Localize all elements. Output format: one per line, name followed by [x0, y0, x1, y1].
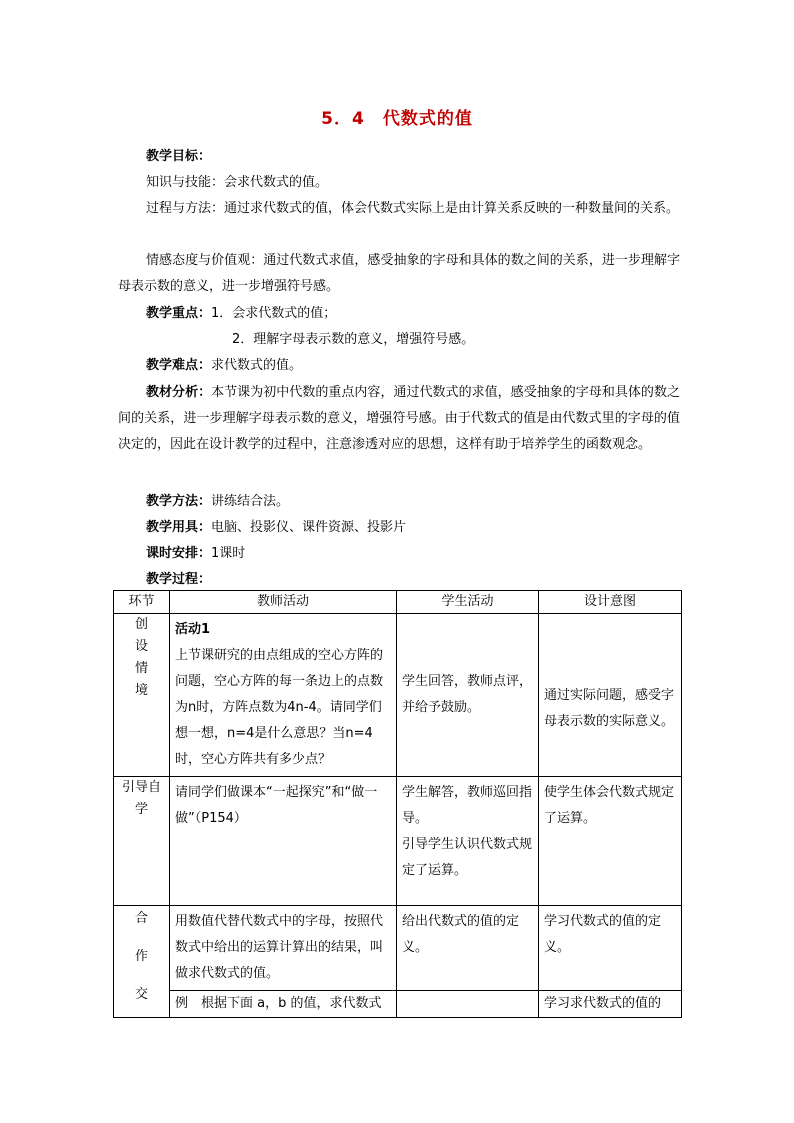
- tools-label: 教学用具：: [146, 520, 212, 535]
- section-char: 交: [134, 987, 148, 1002]
- section-cell: [114, 906, 170, 1018]
- activity-title: 活动1: [175, 622, 211, 637]
- student-text: 引导学生认识代数式规定了运算。: [402, 837, 533, 878]
- student-cell: 学生回答，教师点评，并给予鼓励。: [397, 614, 539, 777]
- table-row: [114, 777, 682, 906]
- analysis-label: 教材分析：: [146, 385, 212, 400]
- header-intent: 设计意图: [539, 591, 682, 614]
- header-teacher: 教师活动: [170, 591, 397, 614]
- section-cell: [114, 614, 170, 777]
- method-text: 讲练结合法。: [211, 494, 290, 509]
- section-char: 境: [134, 683, 148, 698]
- table-header-row: [114, 591, 682, 614]
- objective-attitude: 情感态度与价值观：通过代数式求值，感受抽象的字母和具体的数之间的关系，进一步理解字母表示数的意义，进一步增强符号感。: [118, 253, 680, 294]
- section-char: 设: [134, 639, 148, 654]
- student-text: 学生解答，教师巡回指导。: [402, 785, 533, 826]
- hours-block: [146, 541, 245, 567]
- section-char: 作: [134, 949, 148, 964]
- hours-text: 1课时: [211, 546, 246, 561]
- objective-process: 过程与方法：通过求代数式的值，体会代数式实际上是由计算关系反映的一种数量间的关系。: [146, 201, 680, 216]
- teacher-cell: 请同学们做课本“一起探究”和“做一做”（P154）: [170, 777, 397, 906]
- student-cell: 给出代数式的值的定义。: [397, 906, 539, 991]
- header-student: 学生活动: [397, 591, 539, 614]
- tools-block: [146, 515, 406, 541]
- table-row: [114, 906, 682, 991]
- teacher-cell: 用数值代替代数式中的字母，按照代数式中给出的运算计算出的结果，叫做求代数式的值。: [170, 906, 397, 991]
- student-cell: [397, 777, 539, 906]
- intent-cell: 学习代数式的值的定义。: [539, 906, 682, 991]
- keypoints-block: [146, 301, 336, 327]
- section-char: 创: [134, 617, 148, 632]
- intent-cell: 使学生体会代数式规定了运算。: [539, 777, 682, 906]
- student-cell: [397, 991, 539, 1018]
- keypoint-1: 1．会求代数式的值；: [211, 306, 337, 321]
- difficulty-label: 教学难点：: [146, 358, 212, 373]
- teacher-text: 上节课研究的由点组成的空心方阵的问题，空心方阵的每一条边上的点数为n时，方阵点数为4n-4。请同学们想一想，n=4是什么意思？当n=4时，空心方阵共有多少点？: [175, 648, 384, 767]
- keypoint-2: 2．理解字母表示数的意义，增强符号感。: [232, 332, 475, 347]
- header-section: 环节: [114, 591, 170, 614]
- keypoints-label: 教学重点：: [146, 306, 212, 321]
- analysis-block: [118, 380, 680, 458]
- table-row: [114, 991, 682, 1018]
- objective-knowledge: 知识与技能：会求代数式的值。: [146, 175, 329, 190]
- teacher-cell: [170, 614, 397, 777]
- difficulty-block: [146, 353, 302, 379]
- process-table: [113, 590, 682, 1018]
- section-char: 合: [134, 911, 148, 926]
- method-label: 教学方法：: [146, 494, 212, 509]
- analysis-text: 本节课为初中代数的重点内容，通过代数式的求值，感受抽象的字母和具体的数之间的关系，进一步理解字母表示数的意义，增强符号感。由于代数式的值是由代数式里的字母的值决定的，因此在设计教学的过程中，注意渗透对应的思想，这样有助于培养学生的函数观念。: [118, 385, 680, 452]
- table-row: [114, 614, 682, 777]
- process-heading: 教学过程：: [146, 572, 212, 587]
- section-char: 情: [134, 661, 148, 676]
- teacher-cell: 例 根据下面 a，b 的值，求代数式: [170, 991, 397, 1018]
- section-cell: 引导自学: [114, 777, 170, 906]
- difficulty-text: 求代数式的值。: [211, 358, 303, 373]
- objectives-heading: 教学目标：: [146, 149, 212, 164]
- intent-cell: 通过实际问题，感受字母表示数的实际意义。: [539, 614, 682, 777]
- page-title: 5．4 代数式的值: [321, 109, 473, 129]
- intent-cell: 学习求代数式的值的: [539, 991, 682, 1018]
- tools-text: 电脑、投影仪、课件资源、投影片: [211, 520, 407, 535]
- method-block: [146, 489, 289, 515]
- hours-label: 课时安排：: [146, 546, 212, 561]
